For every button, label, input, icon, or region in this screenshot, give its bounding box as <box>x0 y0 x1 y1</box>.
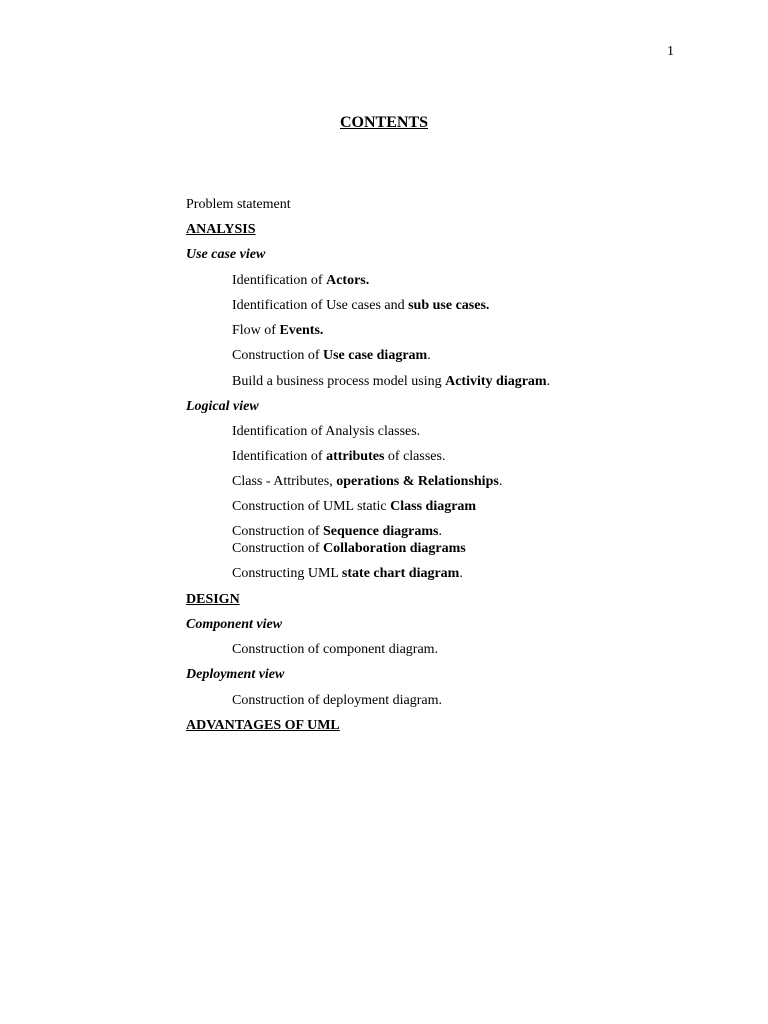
subsection-deployment-view: Deployment view <box>186 667 285 682</box>
toc-item-actors: Identification of Actors. <box>232 273 370 288</box>
toc-item-analysis-classes: Identification of Analysis classes. <box>232 424 421 439</box>
subsection-logical-view: Logical view <box>186 399 259 414</box>
subsection-use-case-view: Use case view <box>186 247 266 262</box>
toc-item-flow-of-events: Flow of Events. <box>232 323 324 338</box>
toc-item-class-diagram: Construction of UML static Class diagram <box>232 499 477 514</box>
toc-item-collaboration-diagrams: Construction of Collaboration diagrams <box>232 541 466 556</box>
page-title: CONTENTS <box>339 114 429 131</box>
page-number: 1 <box>667 44 674 59</box>
toc-item-deployment-diagram: Construction of deployment diagram. <box>232 693 442 708</box>
toc-item-sequence-diagrams: Construction of Sequence diagrams. <box>232 524 442 539</box>
toc-item-operations-relationships: Class - Attributes, operations & Relationships. <box>232 474 503 489</box>
toc-problem-statement: Problem statement <box>186 197 291 212</box>
toc-item-component-diagram: Construction of component diagram. <box>232 642 439 657</box>
section-heading-advantages-of-uml: ADVANTAGES OF UML <box>186 718 340 733</box>
toc-item-attributes: Identification of attributes of classes. <box>232 449 446 464</box>
toc-item-activity-diagram: Build a business process model using Activity diagram. <box>232 374 551 389</box>
toc-item-use-case-diagram: Construction of Use case diagram. <box>232 348 431 363</box>
toc-item-state-chart-diagram: Constructing UML state chart diagram. <box>232 566 463 581</box>
toc-item-use-cases: Identification of Use cases and sub use cases. <box>232 298 490 313</box>
section-heading-analysis: ANALYSIS <box>186 222 256 237</box>
subsection-component-view: Component view <box>186 617 283 632</box>
section-heading-design: DESIGN <box>186 592 240 607</box>
